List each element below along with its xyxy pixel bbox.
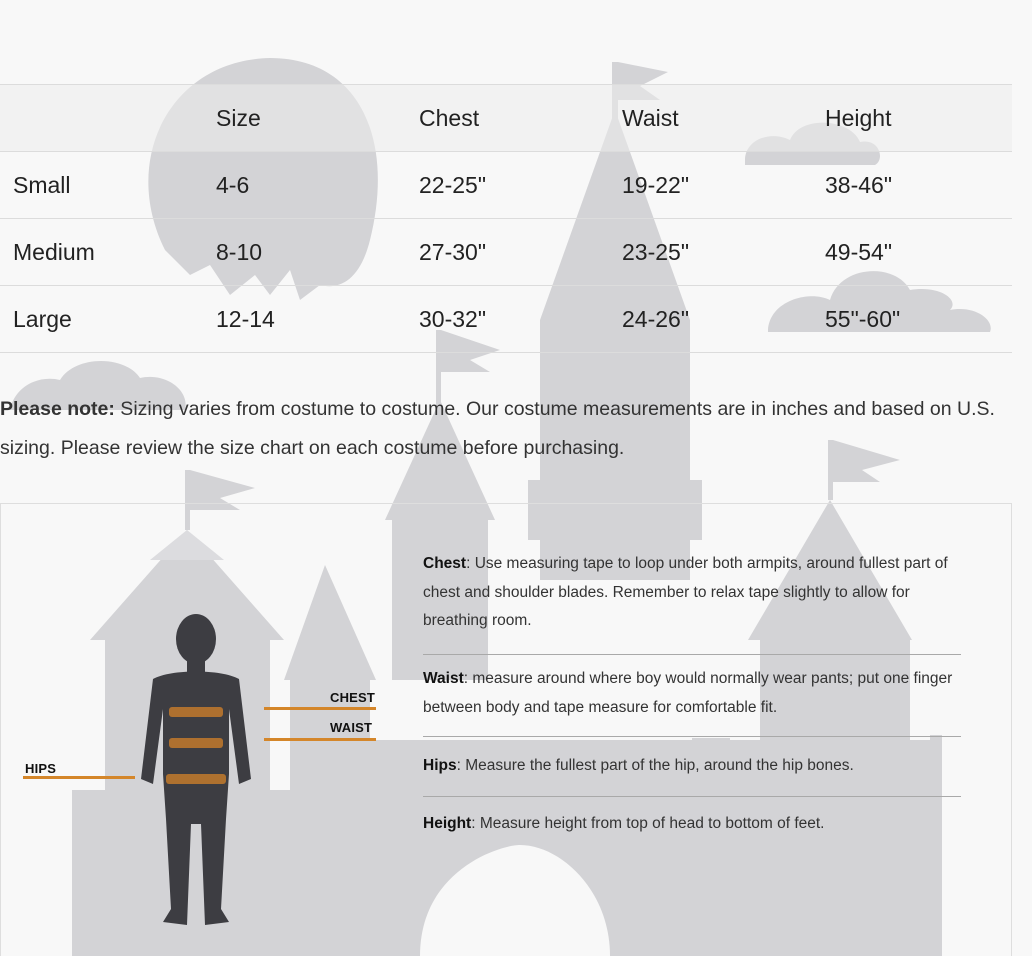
divider <box>423 796 961 797</box>
note-label: Please note: <box>0 398 115 420</box>
row-size-name: Large <box>0 286 216 353</box>
instruction-text: : Measure the fullest part of the hip, around the hip bones. <box>456 757 854 774</box>
divider <box>423 654 961 655</box>
row-size: 8-10 <box>216 219 419 286</box>
row-size-name: Medium <box>0 219 216 286</box>
instruction-chest <box>423 550 968 636</box>
instruction-text: : measure around where boy would normally wear pants; put one finger between body and tape measure for comfortable fit. <box>423 670 953 716</box>
instruction-term: Height <box>423 815 472 832</box>
header-cell-blank <box>0 85 216 152</box>
chest-label: CHEST <box>330 690 376 705</box>
divider <box>423 736 961 737</box>
header-cell-chest: Chest <box>419 85 622 152</box>
table-row <box>0 286 1012 353</box>
instruction-text: : Use measuring tape to loop under both armpits, around fullest part of chest and shoulder blades. Remember to relax tape slightly to allow for breathing room. <box>423 555 948 629</box>
row-chest: 22-25" <box>419 152 622 219</box>
size-chart-table <box>0 84 1012 353</box>
header-cell-height: Height <box>825 85 1012 152</box>
row-chest: 30-32" <box>419 286 622 353</box>
instruction-waist <box>423 665 968 722</box>
row-chest: 27-30" <box>419 219 622 286</box>
row-waist: 23-25" <box>622 219 825 286</box>
header-cell-size: Size <box>216 85 419 152</box>
instruction-height <box>423 810 968 839</box>
waist-label: WAIST <box>330 720 373 735</box>
table-row <box>0 219 1012 286</box>
row-waist: 24-26" <box>622 286 825 353</box>
header-cell-waist: Waist <box>622 85 825 152</box>
row-size: 12-14 <box>216 286 419 353</box>
row-size-name: Small <box>0 152 216 219</box>
child-figure-icon <box>131 609 261 934</box>
row-height: 55"-60" <box>825 286 1012 353</box>
table-header-row <box>0 85 1012 152</box>
instruction-term: Chest <box>423 555 467 572</box>
sizing-note <box>0 390 1032 468</box>
measurement-guide-panel <box>0 503 1012 956</box>
instruction-term: Waist <box>423 670 464 687</box>
note-text: Sizing varies from costume to costume. Our costume measurements are in inches and based on U.S. sizing. Please review the size chart on each costume before purchasing. <box>0 398 995 459</box>
table-row <box>0 152 1012 219</box>
row-height: 49-54" <box>825 219 1012 286</box>
row-size: 4-6 <box>216 152 419 219</box>
hips-line <box>23 776 135 779</box>
row-height: 38-46" <box>825 152 1012 219</box>
row-waist: 19-22" <box>622 152 825 219</box>
instruction-hips <box>423 752 968 781</box>
hips-label: HIPS <box>25 761 57 776</box>
waist-line <box>264 738 376 741</box>
chest-line <box>264 707 376 710</box>
instruction-text: : Measure height from top of head to bottom of feet. <box>471 815 825 832</box>
instruction-term: Hips <box>423 757 457 774</box>
